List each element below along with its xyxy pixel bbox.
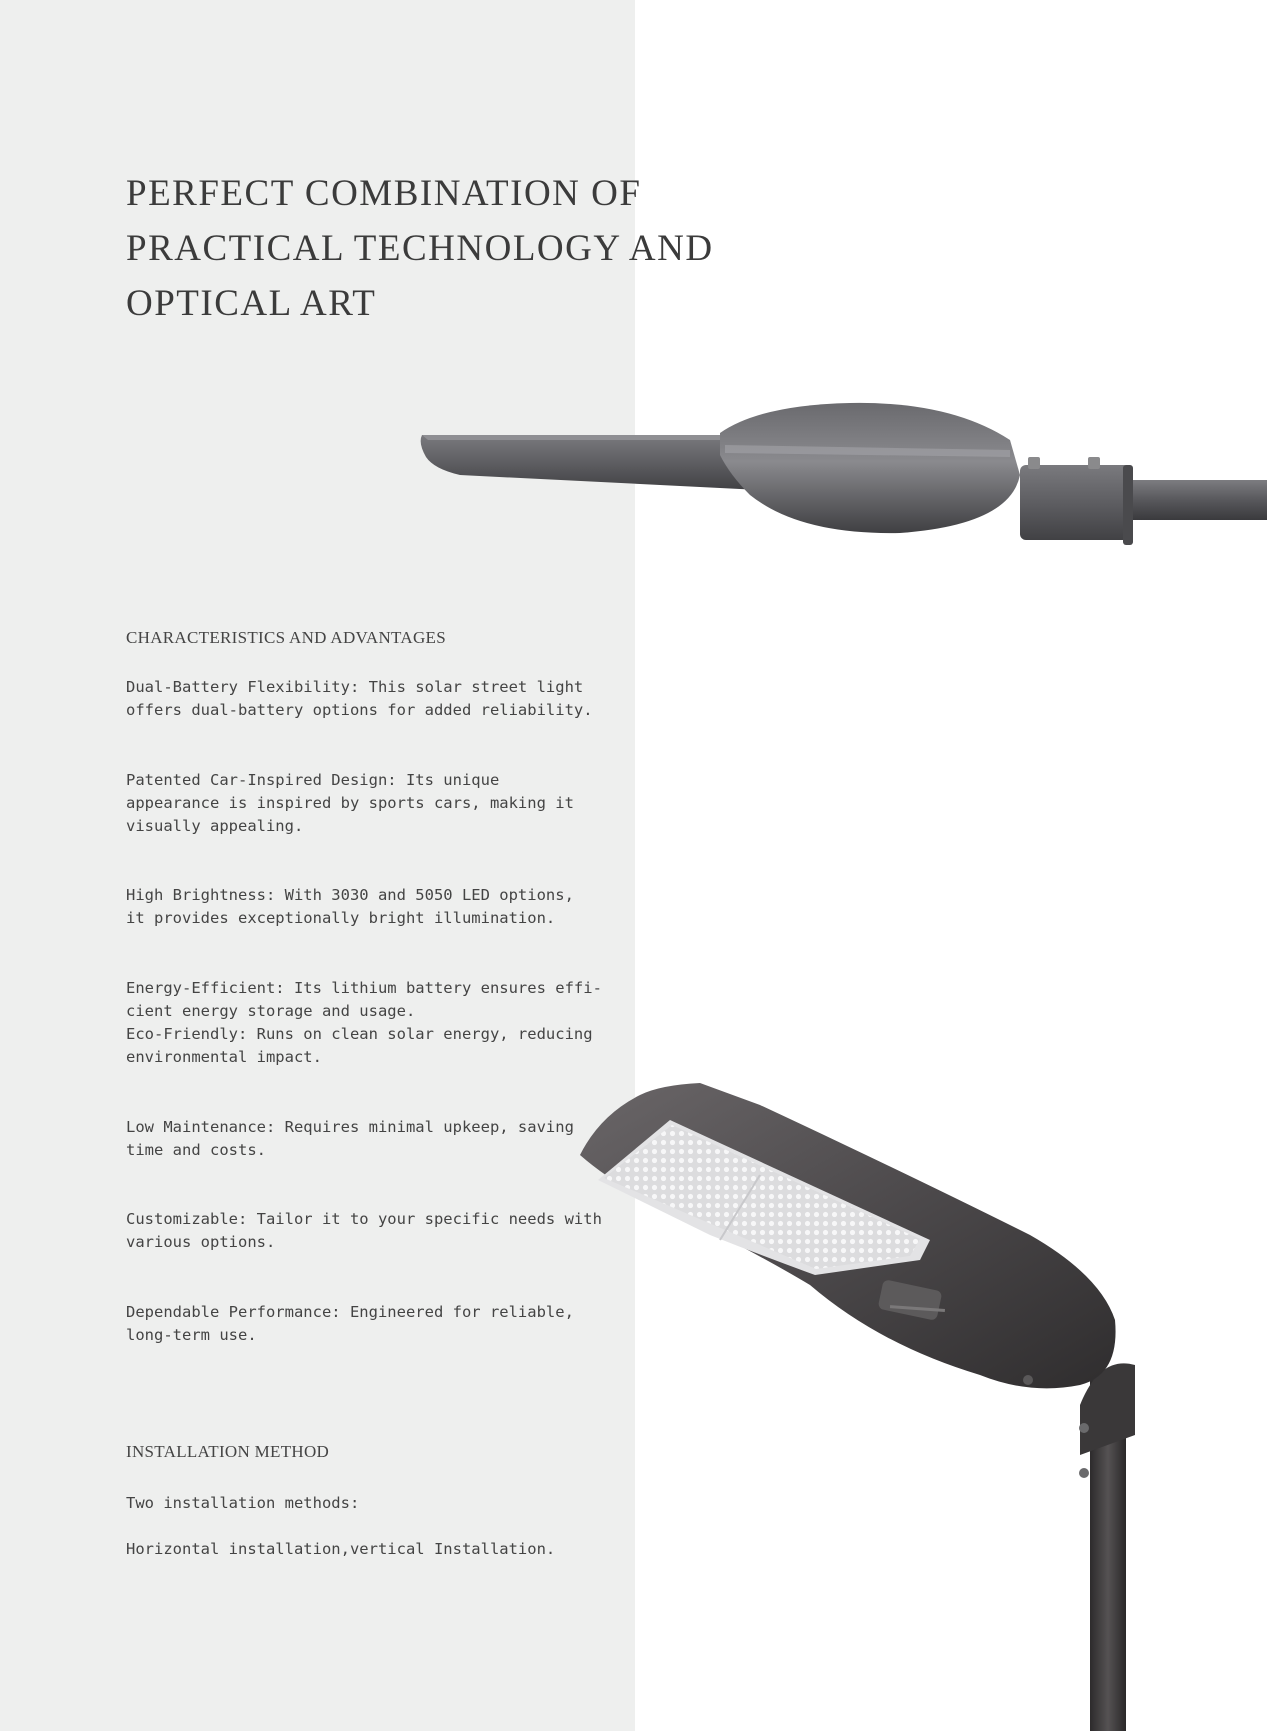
- text-line: Customizable: Tailor it to your specific needs with: [126, 1210, 602, 1228]
- text-line: it provides exceptionally bright illumination.: [126, 909, 556, 927]
- text-line: High Brightness: With 3030 and 5050 LED options,: [126, 886, 574, 904]
- characteristic-item: [126, 1208, 646, 1254]
- headline: [126, 166, 714, 331]
- headline-line-2: PRACTICAL TECHNOLOGY AND: [126, 228, 714, 269]
- street-light-vertical-image: [560, 1075, 1180, 1731]
- text-line: Horizontal installation,vertical Installation.: [126, 1540, 556, 1558]
- text-line: Low Maintenance: Requires minimal upkeep, saving: [126, 1118, 574, 1136]
- characteristic-item: [126, 977, 646, 1069]
- installation-methods: [126, 1538, 646, 1561]
- text-line: offers dual-battery options for added reliability.: [126, 701, 593, 719]
- characteristics-title: CHARACTERISTICS AND ADVANTAGES: [126, 628, 446, 647]
- characteristic-item: [126, 1116, 646, 1162]
- characteristic-item: [126, 769, 646, 838]
- text-line: cient energy storage and usage.: [126, 1002, 416, 1020]
- text-line: Eco-Friendly: Runs on clean solar energy, reducing: [126, 1025, 593, 1043]
- characteristic-item: [126, 676, 646, 722]
- text-line: various options.: [126, 1233, 276, 1251]
- characteristic-item: [126, 884, 646, 930]
- text-line: appearance is inspired by sports cars, making it: [126, 794, 574, 812]
- text-line: visually appealing.: [126, 817, 304, 835]
- installation-title: INSTALLATION METHOD: [126, 1442, 330, 1461]
- text-line: time and costs.: [126, 1141, 266, 1159]
- text-line: Patented Car-Inspired Design: Its unique: [126, 771, 500, 789]
- installation-intro: [126, 1492, 646, 1515]
- text-line: environmental impact.: [126, 1048, 322, 1066]
- characteristic-item: [126, 1301, 646, 1347]
- text-line: Dependable Performance: Engineered for reliable,: [126, 1303, 574, 1321]
- text-line: long-term use.: [126, 1326, 257, 1344]
- street-light-horizontal-image: [420, 395, 1267, 555]
- text-line: Two installation methods:: [126, 1494, 360, 1512]
- text-line: Energy-Efficient: Its lithium battery ensures effi-: [126, 979, 602, 997]
- headline-line-3: OPTICAL ART: [126, 283, 377, 324]
- headline-line-1: PERFECT COMBINATION OF: [126, 173, 642, 214]
- text-line: Dual-Battery Flexibility: This solar street light: [126, 678, 584, 696]
